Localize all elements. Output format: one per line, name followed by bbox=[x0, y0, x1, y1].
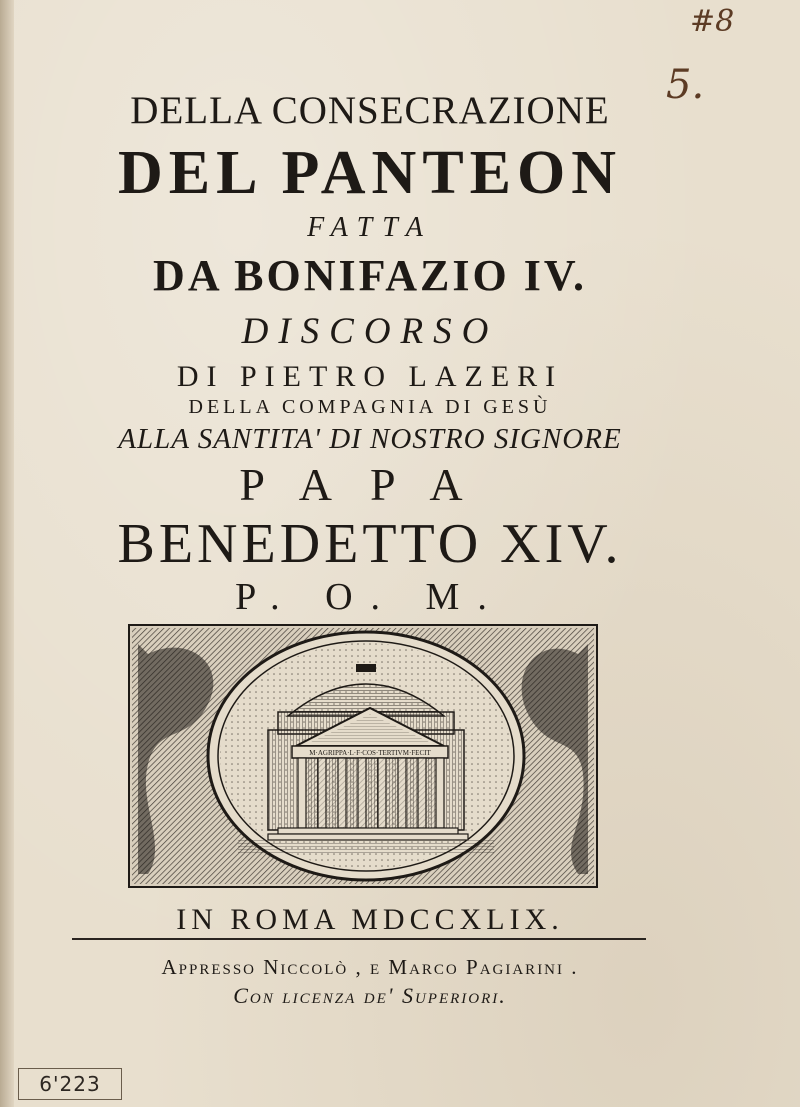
title-line-bonifazio: DA BONIFAZIO IV. bbox=[153, 251, 587, 300]
imprint-rule bbox=[72, 938, 646, 940]
license-line: Con licenza de' Superiori. bbox=[233, 983, 507, 1008]
author-line: DI PIETRO LAZERI bbox=[176, 360, 564, 393]
handwritten-top-mark: #8 bbox=[690, 4, 735, 39]
printer-line: Appresso Niccolò , e Marco Pagiarini . bbox=[161, 955, 579, 979]
pantheon-vignette-engraving bbox=[128, 624, 598, 888]
dedication-pom: P. O. M. bbox=[235, 576, 505, 618]
dedication-line: ALLA SANTITA' DI NOSTRO SIGNORE bbox=[118, 423, 622, 455]
title-line-fatta: FATTA bbox=[307, 212, 433, 243]
dedication-papa: PAPA bbox=[239, 459, 501, 510]
vignette-frieze-inscription: M·AGRIPPA·L·F·COS·TERTIVM·FECIT bbox=[309, 749, 431, 757]
imprint-place-date: IN ROMA MDCCXLIX. bbox=[176, 903, 564, 936]
shelfmark-label: 6'223 bbox=[18, 1068, 122, 1100]
handwritten-number: 5. bbox=[666, 62, 705, 108]
author-order-line: DELLA COMPAGNIA DI GESÙ bbox=[188, 396, 552, 418]
dedication-benedetto: BENEDETTO XIV. bbox=[117, 513, 623, 575]
title-line-discorso: DISCORSO bbox=[241, 311, 499, 352]
title-line-della-consecrazione: DELLA CONSECRAZIONE bbox=[130, 89, 610, 132]
title-line-del-panteon: DEL PANTEON bbox=[117, 139, 623, 207]
